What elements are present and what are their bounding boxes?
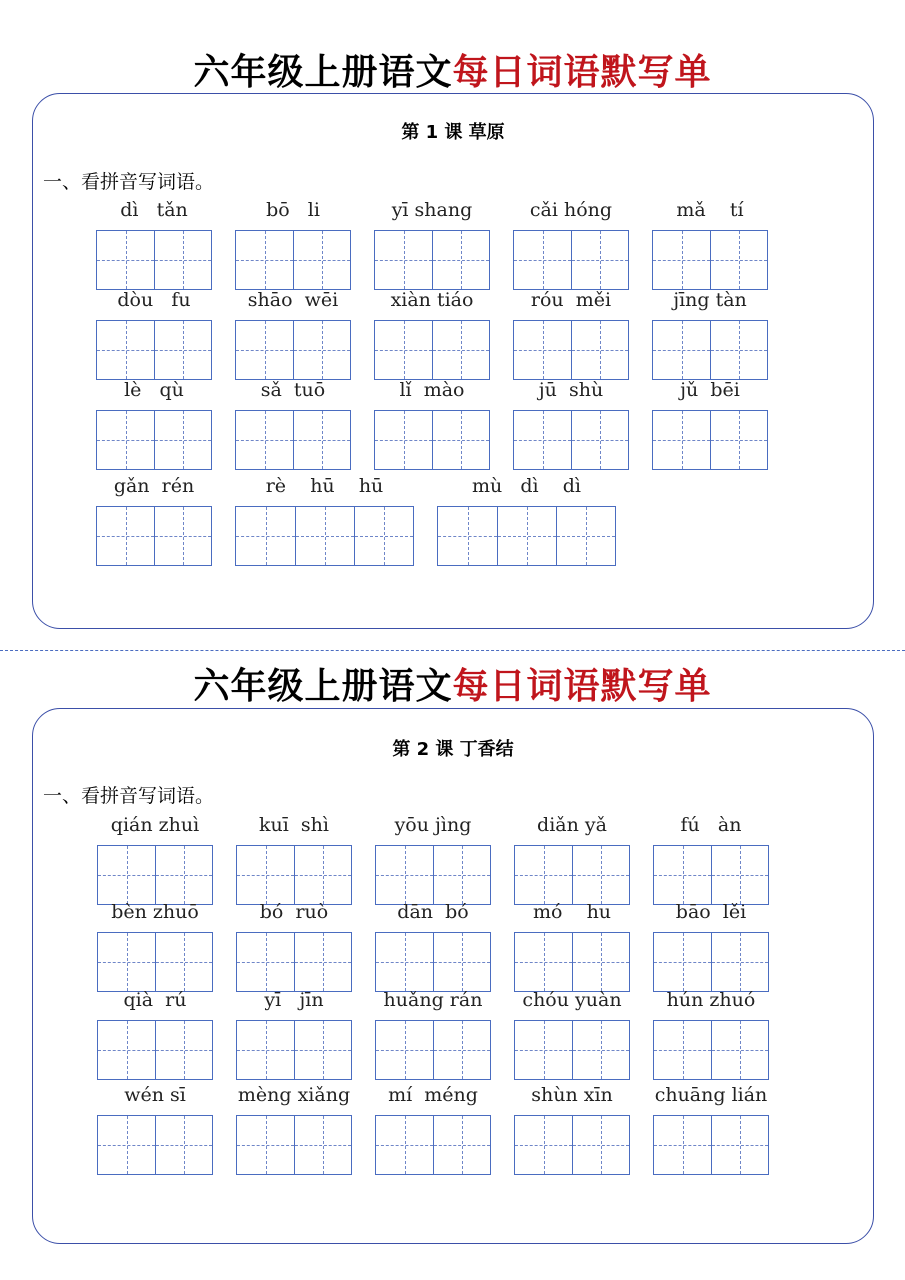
character-cell[interactable] bbox=[572, 1116, 629, 1174]
character-cell[interactable] bbox=[710, 411, 767, 469]
word-item bbox=[236, 1083, 352, 1175]
writing-grid[interactable] bbox=[514, 845, 630, 905]
character-cell[interactable] bbox=[653, 321, 710, 379]
writing-grid[interactable] bbox=[236, 1115, 352, 1175]
character-cell[interactable] bbox=[237, 933, 294, 991]
sheet-title-1 bbox=[0, 44, 905, 95]
character-cell[interactable] bbox=[354, 507, 413, 565]
character-cell[interactable] bbox=[515, 846, 572, 904]
writing-grid[interactable] bbox=[513, 230, 629, 290]
word-item bbox=[375, 813, 491, 905]
word-item bbox=[96, 474, 212, 566]
word-item bbox=[96, 198, 212, 290]
word-item bbox=[374, 378, 490, 470]
character-cell[interactable] bbox=[433, 1116, 490, 1174]
character-cell[interactable] bbox=[654, 1116, 711, 1174]
word-item bbox=[514, 988, 630, 1080]
character-cell[interactable] bbox=[97, 231, 154, 289]
pinyin-label: mèng xiǎng bbox=[237, 1084, 351, 1106]
pinyin-label: mǎ tí bbox=[676, 199, 744, 221]
character-cell[interactable] bbox=[98, 933, 155, 991]
pinyin-label: bó ruò bbox=[259, 901, 329, 923]
character-cell[interactable] bbox=[97, 321, 154, 379]
character-cell[interactable] bbox=[98, 1021, 155, 1079]
character-cell[interactable] bbox=[236, 411, 293, 469]
writing-grid[interactable] bbox=[235, 230, 351, 290]
character-cell[interactable] bbox=[514, 411, 571, 469]
word-row bbox=[97, 900, 769, 992]
pinyin-label: shāo wēi bbox=[247, 289, 339, 311]
writing-grid[interactable] bbox=[652, 230, 768, 290]
title-black: 六年级上册语文 bbox=[193, 666, 453, 707]
character-cell[interactable] bbox=[515, 933, 572, 991]
character-cell[interactable] bbox=[711, 1116, 768, 1174]
pinyin-label: kuī shì bbox=[259, 814, 329, 836]
word-row bbox=[97, 988, 769, 1080]
word-row bbox=[97, 1083, 769, 1175]
word-item bbox=[236, 813, 352, 905]
word-item bbox=[653, 813, 769, 905]
character-cell[interactable] bbox=[711, 846, 768, 904]
character-cell[interactable] bbox=[497, 507, 556, 565]
character-cell[interactable] bbox=[98, 846, 155, 904]
character-cell[interactable] bbox=[653, 411, 710, 469]
word-row bbox=[97, 813, 769, 905]
pinyin-label: jū shù bbox=[538, 379, 604, 401]
pinyin-label: hún zhuó bbox=[666, 989, 756, 1011]
character-cell[interactable] bbox=[571, 321, 628, 379]
word-item bbox=[97, 813, 213, 905]
character-cell[interactable] bbox=[433, 846, 490, 904]
lesson-title: 第 1 课 草原 bbox=[401, 122, 505, 143]
word-row bbox=[96, 378, 768, 470]
writing-grid[interactable] bbox=[375, 932, 491, 992]
pinyin-label: chuāng lián bbox=[654, 1084, 768, 1106]
word-item bbox=[514, 813, 630, 905]
writing-grid[interactable] bbox=[96, 320, 212, 380]
character-cell[interactable] bbox=[376, 846, 433, 904]
character-cell[interactable] bbox=[653, 231, 710, 289]
character-cell[interactable] bbox=[375, 411, 432, 469]
pinyin-label: diǎn yǎ bbox=[537, 814, 607, 836]
pinyin-label: xiàn tiáo bbox=[390, 289, 474, 311]
pinyin-label: cǎi hóng bbox=[529, 199, 613, 221]
writing-grid[interactable] bbox=[375, 1020, 491, 1080]
word-item bbox=[653, 988, 769, 1080]
pinyin-label: qián zhuì bbox=[110, 814, 200, 836]
sheet-title-2 bbox=[0, 658, 905, 709]
character-cell[interactable] bbox=[571, 411, 628, 469]
writing-grid[interactable] bbox=[97, 932, 213, 992]
pinyin-label: wén sī bbox=[124, 1084, 186, 1106]
worksheet-panel-1 bbox=[32, 93, 874, 629]
word-row bbox=[96, 288, 768, 380]
pinyin-label: dòu fu bbox=[117, 289, 191, 311]
word-item bbox=[97, 1083, 213, 1175]
pinyin-label: róu měi bbox=[530, 289, 612, 311]
word-item bbox=[97, 988, 213, 1080]
word-item bbox=[653, 1083, 769, 1175]
writing-grid[interactable] bbox=[514, 1115, 630, 1175]
pinyin-label: mó hu bbox=[532, 901, 612, 923]
character-cell[interactable] bbox=[294, 933, 351, 991]
pinyin-label: bō li bbox=[266, 199, 320, 221]
writing-grid[interactable] bbox=[235, 320, 351, 380]
character-cell[interactable] bbox=[433, 933, 490, 991]
writing-grid[interactable] bbox=[653, 932, 769, 992]
title-black: 六年级上册语文 bbox=[193, 52, 453, 93]
character-cell[interactable] bbox=[236, 507, 295, 565]
word-item bbox=[96, 378, 212, 470]
character-cell[interactable] bbox=[293, 411, 350, 469]
character-cell[interactable] bbox=[236, 321, 293, 379]
writing-grid[interactable] bbox=[653, 1115, 769, 1175]
character-cell[interactable] bbox=[572, 933, 629, 991]
section-heading: 一、看拼音写词语。 bbox=[43, 171, 215, 193]
word-item bbox=[96, 288, 212, 380]
word-item bbox=[652, 288, 768, 380]
writing-grid[interactable] bbox=[97, 1020, 213, 1080]
character-cell[interactable] bbox=[432, 321, 489, 379]
character-cell[interactable] bbox=[711, 1021, 768, 1079]
section-heading: 一、看拼音写词语。 bbox=[43, 785, 215, 807]
word-item bbox=[235, 198, 351, 290]
character-cell[interactable] bbox=[515, 1021, 572, 1079]
word-item bbox=[514, 1083, 630, 1175]
word-item bbox=[235, 378, 351, 470]
pinyin-label: sǎ tuō bbox=[260, 379, 326, 401]
lesson-title: 第 2 课 丁香结 bbox=[392, 739, 514, 760]
character-cell[interactable] bbox=[376, 1021, 433, 1079]
character-cell[interactable] bbox=[154, 231, 211, 289]
word-item bbox=[513, 378, 629, 470]
writing-grid[interactable] bbox=[236, 1020, 352, 1080]
writing-grid[interactable] bbox=[513, 410, 629, 470]
word-item bbox=[374, 198, 490, 290]
character-cell[interactable] bbox=[294, 1116, 351, 1174]
character-cell[interactable] bbox=[293, 231, 350, 289]
character-cell[interactable] bbox=[236, 231, 293, 289]
pinyin-label: lè qù bbox=[124, 379, 184, 401]
character-cell[interactable] bbox=[237, 1021, 294, 1079]
character-cell[interactable] bbox=[711, 933, 768, 991]
character-cell[interactable] bbox=[572, 846, 629, 904]
writing-grid[interactable] bbox=[375, 845, 491, 905]
writing-grid[interactable] bbox=[374, 320, 490, 380]
word-item bbox=[375, 1083, 491, 1175]
word-item bbox=[374, 288, 490, 380]
character-cell[interactable] bbox=[376, 1116, 433, 1174]
worksheet-panel-2 bbox=[32, 708, 874, 1244]
writing-grid[interactable] bbox=[652, 410, 768, 470]
character-cell[interactable] bbox=[654, 933, 711, 991]
character-cell[interactable] bbox=[375, 231, 432, 289]
word-item bbox=[97, 900, 213, 992]
writing-grid[interactable] bbox=[374, 230, 490, 290]
writing-grid[interactable] bbox=[235, 410, 351, 470]
writing-grid[interactable] bbox=[235, 506, 414, 566]
pinyin-label: chóu yuàn bbox=[522, 989, 622, 1011]
pinyin-label: mù dì dì bbox=[471, 475, 581, 497]
pinyin-label: mí méng bbox=[388, 1084, 478, 1106]
pinyin-label: bèn zhuō bbox=[111, 901, 199, 923]
word-item bbox=[653, 900, 769, 992]
character-cell[interactable] bbox=[710, 231, 767, 289]
word-row bbox=[96, 474, 616, 566]
pinyin-label: lǐ mào bbox=[399, 379, 465, 401]
word-item bbox=[375, 900, 491, 992]
pinyin-label: qià rú bbox=[123, 989, 187, 1011]
character-cell[interactable] bbox=[293, 321, 350, 379]
writing-grid[interactable] bbox=[96, 410, 212, 470]
pinyin-label: jīng tàn bbox=[673, 289, 747, 311]
writing-grid[interactable] bbox=[514, 932, 630, 992]
character-cell[interactable] bbox=[433, 1021, 490, 1079]
title-red: 每日词语默写单 bbox=[452, 52, 712, 93]
pinyin-label: gǎn rén bbox=[113, 475, 195, 497]
pinyin-label: rè hū hū bbox=[265, 475, 384, 497]
character-cell[interactable] bbox=[98, 1116, 155, 1174]
writing-grid[interactable] bbox=[653, 845, 769, 905]
writing-grid[interactable] bbox=[652, 320, 768, 380]
pinyin-label: huǎng rán bbox=[383, 989, 483, 1011]
pinyin-label: jǔ bēi bbox=[680, 379, 740, 401]
character-cell[interactable] bbox=[572, 1021, 629, 1079]
character-cell[interactable] bbox=[155, 1021, 212, 1079]
pinyin-label: dān bó bbox=[397, 901, 469, 923]
writing-grid[interactable] bbox=[96, 506, 212, 566]
character-cell[interactable] bbox=[155, 1116, 212, 1174]
character-cell[interactable] bbox=[155, 933, 212, 991]
character-cell[interactable] bbox=[97, 507, 154, 565]
character-cell[interactable] bbox=[710, 321, 767, 379]
word-item bbox=[652, 198, 768, 290]
word-item bbox=[437, 474, 616, 566]
pinyin-label: yī jīn bbox=[264, 989, 324, 1011]
character-cell[interactable] bbox=[514, 231, 571, 289]
character-cell[interactable] bbox=[154, 321, 211, 379]
word-item bbox=[375, 988, 491, 1080]
writing-grid[interactable] bbox=[96, 230, 212, 290]
pinyin-label: yōu jìng bbox=[394, 814, 472, 836]
character-cell[interactable] bbox=[375, 321, 432, 379]
title-red: 每日词语默写单 bbox=[452, 666, 712, 707]
character-cell[interactable] bbox=[154, 507, 211, 565]
word-item bbox=[513, 288, 629, 380]
character-cell[interactable] bbox=[438, 507, 497, 565]
character-cell[interactable] bbox=[654, 1021, 711, 1079]
character-cell[interactable] bbox=[514, 321, 571, 379]
character-cell[interactable] bbox=[237, 846, 294, 904]
character-cell[interactable] bbox=[432, 231, 489, 289]
character-cell[interactable] bbox=[294, 846, 351, 904]
writing-grid[interactable] bbox=[513, 320, 629, 380]
character-cell[interactable] bbox=[237, 1116, 294, 1174]
writing-grid[interactable] bbox=[375, 1115, 491, 1175]
writing-grid[interactable] bbox=[653, 1020, 769, 1080]
character-cell[interactable] bbox=[294, 1021, 351, 1079]
pinyin-label: fú àn bbox=[680, 814, 742, 836]
writing-grid[interactable] bbox=[97, 845, 213, 905]
writing-grid[interactable] bbox=[97, 1115, 213, 1175]
character-cell[interactable] bbox=[295, 507, 354, 565]
writing-grid[interactable] bbox=[236, 845, 352, 905]
pinyin-label: bāo lěi bbox=[675, 901, 747, 923]
writing-grid[interactable] bbox=[514, 1020, 630, 1080]
word-item bbox=[236, 988, 352, 1080]
character-cell[interactable] bbox=[376, 933, 433, 991]
character-cell[interactable] bbox=[154, 411, 211, 469]
writing-grid[interactable] bbox=[236, 932, 352, 992]
cut-line-divider bbox=[0, 650, 905, 651]
word-item bbox=[652, 378, 768, 470]
character-cell[interactable] bbox=[97, 411, 154, 469]
character-cell[interactable] bbox=[155, 846, 212, 904]
character-cell[interactable] bbox=[432, 411, 489, 469]
pinyin-label: yī shang bbox=[391, 199, 473, 221]
character-cell[interactable] bbox=[654, 846, 711, 904]
pinyin-label: shùn xīn bbox=[531, 1084, 613, 1106]
word-item bbox=[236, 900, 352, 992]
writing-grid[interactable] bbox=[437, 506, 616, 566]
character-cell[interactable] bbox=[556, 507, 615, 565]
character-cell[interactable] bbox=[515, 1116, 572, 1174]
character-cell[interactable] bbox=[571, 231, 628, 289]
word-item bbox=[514, 900, 630, 992]
word-item bbox=[513, 198, 629, 290]
word-item bbox=[235, 288, 351, 380]
pinyin-label: dì tǎn bbox=[120, 199, 188, 221]
word-row bbox=[96, 198, 768, 290]
word-item bbox=[235, 474, 414, 566]
writing-grid[interactable] bbox=[374, 410, 490, 470]
